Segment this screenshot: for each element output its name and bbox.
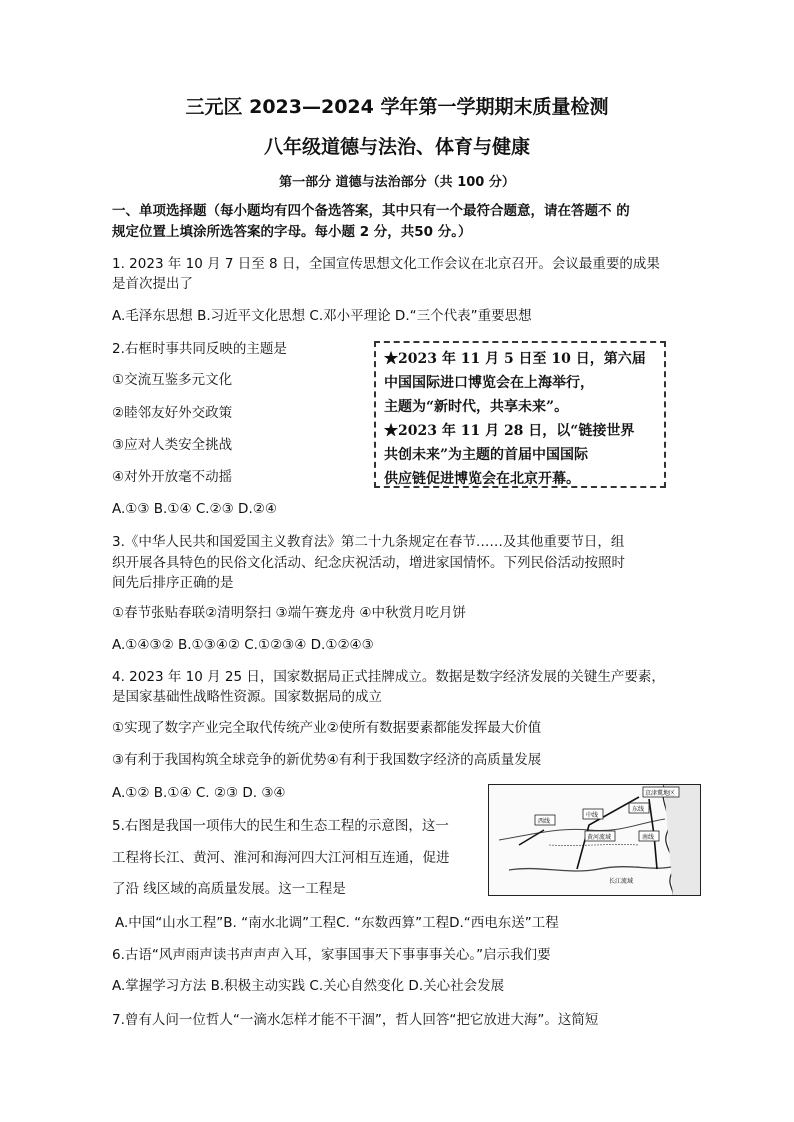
q4-items-3-4: ③有利于我国构筑全球竞争的新优势④有利于我国数字经济的高质量发展 [112,752,542,768]
q4-items-1-2: ①实现了数字产业完全取代传统产业②使所有数据要素都能发挥最大价值 [112,720,542,736]
q5-stem-line3: 了沿 线区域的高质量发展。这一工程是 [112,881,346,897]
q2-item1: ①交流互鉴多元文化 [112,372,233,388]
q4-stem-line1: 4. 2023 年 10 月 25 日，国家数据局正式挂牌成立。数据是数字经济发展的关键生产要素， [112,669,665,685]
q3-items: ①春节张贴春联②清明祭扫 ③端午赛龙舟 ④中秋赏月吃月饼 [112,605,466,621]
map-label: 南线 [642,834,655,841]
q5-stem-line1: 5.右图是我国一项伟大的民生和生态工程的示意图，这一 [112,818,449,834]
map-label: 西线 [538,818,551,825]
q2-item3: ③应对人类安全挑战 [112,437,233,453]
q2-item4: ④对外开放毫不动摇 [112,469,233,485]
instructions-line1: 一、单项选择题（每小题均有四个备选答案，其中只有一个最符合题意，请在答题不 的 [112,203,630,219]
q3-stem-line2: 织开展各具特色的民俗文化活动、纪念庆祝活动，增进家国情怀。下列民俗活动按照时 [112,555,625,571]
news-line: 主题为“新时代，共享未来”。 [384,399,569,415]
news-line: 供应链促进博览会在北京开幕。 [384,471,580,487]
q3-stem-line3: 间先后排序正确的是 [112,575,234,591]
q3-options: A.①④③② B.①③④② C.①②③④ D.①②④③ [112,637,374,653]
news-line: ★2023 年 11 月 5 日至 10 日，第六届 [384,351,646,367]
q5-stem-line2: 工程将长江、黄河、淮河和海河四大江河相互连通，促进 [112,850,450,866]
exam-title: 三元区 2023—2024 学年第一学期期末质量检测 [185,96,609,118]
map-label: 京津冀地区 [645,790,676,797]
map-label: 长江流域 [609,878,634,885]
q4-options: A.①② B.①④ C. ②③ D. ③④ [112,785,286,801]
news-line: 中国国际进口博览会在上海举行， [384,375,594,391]
q7-stem: 7.曾有人问一位哲人“一滴水怎样才能不干涸”，哲人回答“把它放进大海”。这简短 [112,1012,599,1028]
q1-stem-line2: 是首次提出了 [112,276,193,292]
q2-options: A.①③ B.①④ C.②③ D.②④ [112,501,277,517]
q4-stem-line2: 是国家基础性战略性资源。国家数据局的成立 [112,689,382,705]
q1-stem-line1: 1. 2023 年 10 月 7 日至 8 日，全国宣传思想文化工作会议在北京召开。会议最重要的成果 [112,256,660,272]
map-label: 东线 [632,806,645,813]
news-line: ★2023 年 11 月 28 日，以“链接世界 [384,423,635,439]
q2-news-box [374,341,666,488]
q5-options: A.中国“山水工程”B. “南水北调”工程C. “东数西算”工程D.“西电东送”工程 [115,915,559,931]
q6-options: A.掌握学习方法 B.积极主动实践 C.关心自然变化 D.关心社会发展 [112,978,505,994]
q3-stem-line1: 3.《中华人民共和国爱国主义教育法》第二十九条规定在春节……及其他重要节日，组 [112,534,625,550]
section-heading: 第一部分 道德与法治部分（共 100 分） [279,175,515,190]
water-diversion-map [488,784,701,896]
map-label: 中线 [586,812,599,819]
news-line: 共创未来”为主题的首届中国国际 [384,447,589,463]
map-label: 黄河流域 [587,834,612,841]
q2-stem: 2.右框时事共同反映的主题是 [112,341,287,357]
q6-stem: 6.古语“风声雨声读书声声声入耳，家事国事天下事事事关心。”启示我们要 [112,947,551,963]
q2-item2: ②睦邻友好外交政策 [112,405,233,421]
q1-options: A.毛泽东思想 B.习近平文化思想 C.邓小平理论 D.“三个代表”重要思想 [112,308,532,324]
exam-subtitle: 八年级道德与法治、体育与健康 [263,136,530,158]
instructions-line2: 规定位置上填涂所选答案的字母。每小题 2 分，共50 分。） [112,224,472,240]
